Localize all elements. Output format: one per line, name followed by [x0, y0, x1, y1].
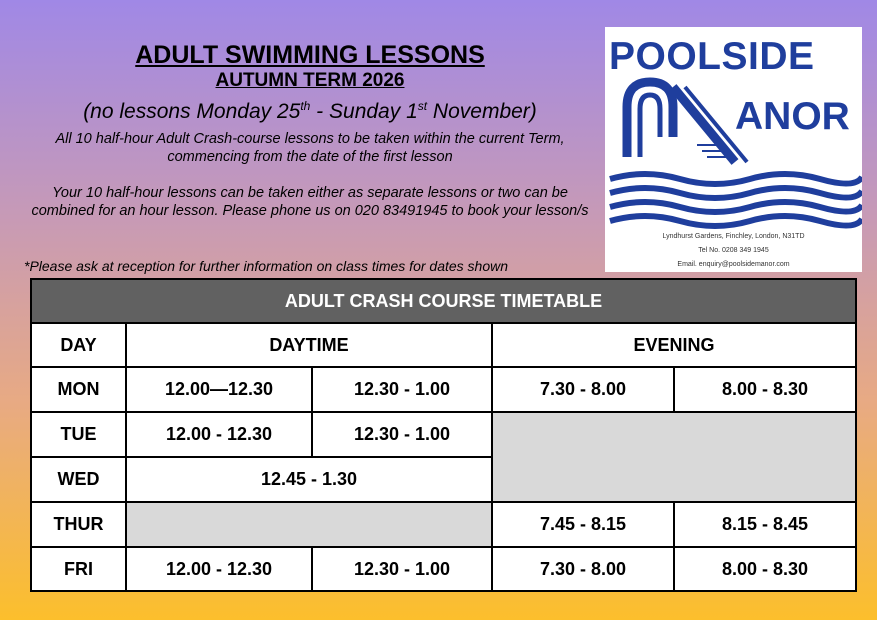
poolside-manor-logo: [605, 27, 862, 272]
table-row-tue: [31, 412, 856, 457]
table-row-fri: [31, 547, 856, 591]
time-slot: 7.30 - 8.00: [492, 367, 674, 412]
col-header-daytime: DAYTIME: [126, 323, 492, 367]
time-slot: 8.00 - 8.30: [674, 547, 856, 591]
time-slot: 12.30 - 1.00: [312, 547, 492, 591]
empty-slot: [126, 502, 492, 547]
logo-name-bottom: ANOR: [735, 95, 850, 138]
day-label: TUE: [31, 412, 126, 457]
col-header-evening: EVENING: [492, 323, 856, 367]
time-slot: 12.00 - 12.30: [126, 547, 312, 591]
day-label: FRI: [31, 547, 126, 591]
day-label: THUR: [31, 502, 126, 547]
time-slot: 12.45 - 1.30: [126, 457, 492, 502]
page-title: ADULT SWIMMING LESSONS: [135, 41, 485, 69]
time-slot: 12.00 - 12.30: [126, 412, 312, 457]
info-paragraph-1: All 10 half-hour Adult Crash-course lessons to be taken within the current Term, commencing from the date of the first lesson: [55, 131, 565, 165]
time-slot: 12.30 - 1.00: [312, 367, 492, 412]
day-label: MON: [31, 367, 126, 412]
logo-tel: Tel No. 0208 349 1945: [698, 247, 769, 254]
no-lessons-dates: (no lessons Monday 25th - Sunday 1st November): [83, 99, 537, 123]
timetable-title: ADULT CRASH COURSE TIMETABLE: [31, 279, 856, 323]
table-row-thur: [31, 502, 856, 547]
term-subtitle: AUTUMN TERM 2026: [215, 70, 405, 91]
info-paragraph-2: Your 10 half-hour lessons can be taken either as separate lessons or two can be combined for an hour lesson. Please phone us on 020 83491945 to book your lesson/s: [31, 185, 589, 219]
col-header-day: DAY: [31, 323, 126, 367]
time-slot: 7.45 - 8.15: [492, 502, 674, 547]
header: [20, 40, 600, 220]
timetable: [30, 278, 857, 592]
reception-note: *Please ask at reception for further information on class times for dates shown: [24, 258, 509, 274]
table-row-mon: [31, 367, 856, 412]
time-slot: 8.00 - 8.30: [674, 367, 856, 412]
day-label: WED: [31, 457, 126, 502]
time-slot: 8.15 - 8.45: [674, 502, 856, 547]
logo-address: Lyndhurst Gardens, Finchley, London, N31TD: [662, 233, 805, 240]
logo-email: Email. enquiry@poolsidemanor.com: [677, 261, 790, 268]
empty-slot: [492, 412, 856, 502]
logo-name-top: POOLSIDE: [609, 35, 815, 78]
time-slot: 12.00—12.30: [126, 367, 312, 412]
time-slot: 12.30 - 1.00: [312, 412, 492, 457]
time-slot: 7.30 - 8.00: [492, 547, 674, 591]
